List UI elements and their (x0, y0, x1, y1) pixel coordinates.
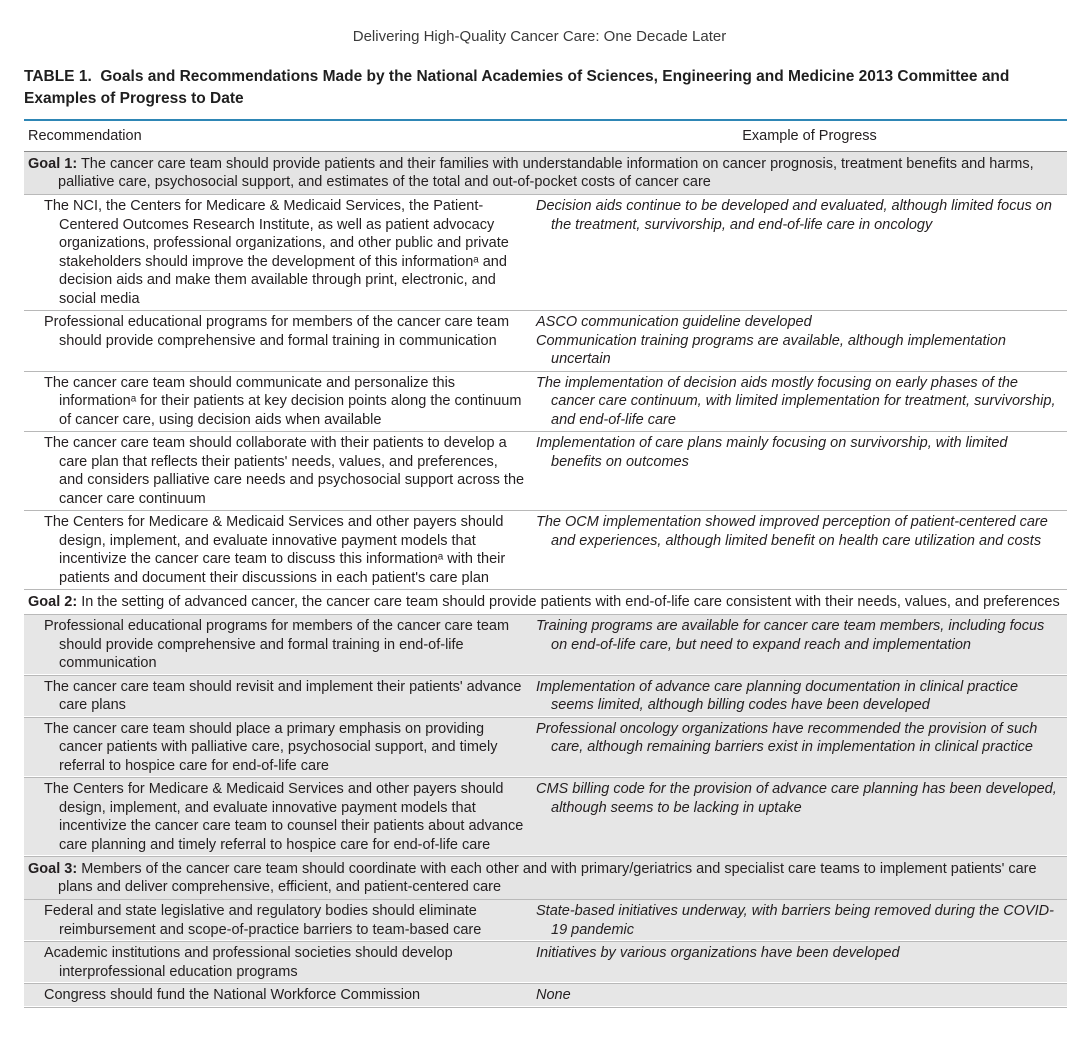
progress-cell: Implementation of care plans mainly focusing on survivorship, with limited benefits on outcomes (536, 435, 1008, 470)
recommendation-cell: The cancer care team should revisit and implement their patients' advance care plans (44, 678, 522, 713)
recommendation-cell: Federal and state legislative and regulatory bodies should eliminate reimbursement and scope-of-practice barriers to team-based care (44, 903, 482, 938)
recommendation-cell: The cancer care team should collaborate with their patients to develop a care plan that reflects their patients' needs, values, and preferences, and considers palliative care needs and psychosocial support across the cancer care continuum (44, 435, 525, 507)
goal-text: Members of the cancer care team should coordinate with each other and with primary/geriatrics and specialist care teams to implement patients' care plans and deliver comprehensive, efficient, and patient-centered care (58, 861, 1037, 895)
table-row (24, 615, 1067, 675)
recommendation-cell: Professional educational programs for members of the cancer care team should provide comprehensive and formal training in communication (44, 314, 510, 349)
table-row (24, 984, 1067, 1007)
progress-cell: None (536, 987, 571, 1003)
progress-cell: Decision aids continue to be developed and evaluated, although limited focus on the treatment, survivorship, and end-of-life care in oncology (536, 198, 1052, 233)
table-row (24, 195, 1067, 310)
table-row (24, 900, 1067, 941)
table-row (24, 432, 1067, 510)
recommendation-cell: The NCI, the Centers for Medicare & Medicaid Services, the Patient-Centered Outcomes Research Institute, as well as patient advocacy organizations, professional organizations, and other public and private stakeholders should improve the development of this informationᵃ and decision aids and make them available through print, electronic, and social media (44, 198, 509, 307)
progress-cell: Implementation of advance care planning documentation in clinical practice seems limited, although billing codes have been developed (536, 678, 1019, 713)
goal-row (24, 590, 1067, 615)
progress-cell: Professional oncology organizations have recommended the provision of such care, although remaining barriers exist in implementation in clinical practice (536, 720, 1038, 755)
progress-cell: ASCO communication guideline developed (536, 314, 812, 330)
table-row (24, 311, 1067, 371)
goal-label: Goal 2: (28, 594, 78, 610)
progress-cell: Initiatives by various organizations have been developed (536, 945, 900, 961)
progress-cell: Communication training programs are available, although implementation uncertain (536, 332, 1006, 367)
recommendations-table (24, 119, 1067, 1008)
table-header (24, 121, 1067, 152)
running-head: Delivering High-Quality Cancer Care: One Decade Later (352, 28, 727, 45)
table-row (24, 372, 1067, 432)
table-row (24, 718, 1067, 778)
recommendation-cell: The cancer care team should communicate and personalize this informationᵃ for their patients at key decision points along the continuum of cancer care, using decision aids when available (44, 374, 522, 428)
recommendation-cell: Professional educational programs for members of the cancer care team should provide comprehensive and formal training in end-of-life communication (44, 618, 510, 671)
goal-label: Goal 3: (28, 861, 78, 877)
progress-cell: The implementation of decision aids mostly focusing on early phases of the cancer care continuum, with limited implementation for treatment, survivorship, and end-of-life care (536, 374, 1056, 428)
recommendation-cell: The cancer care team should place a primary emphasis on providing cancer patients with palliative care, psychosocial support, and timely referral to hospice care for end-of-life care (44, 720, 498, 774)
table-title: Goals and Recommendations Made by the National Academies of Sciences, Engineering and Medicine 2013 Committee and Examples of Progress to Date (24, 68, 1010, 107)
table-row (24, 778, 1067, 856)
table-caption (24, 66, 1069, 110)
recommendation-cell: The Centers for Medicare & Medicaid Services and other payers should design, implement, and evaluate innovative payment models that incentivize the cancer care team to discuss this informationᵃ with their patients and document their discussions in each patient's care plan (44, 514, 506, 586)
goal-row (24, 857, 1067, 900)
recommendation-cell: Congress should fund the National Workforce Commission (44, 987, 421, 1003)
table-row (24, 511, 1067, 589)
progress-cell: State-based initiatives underway, with barriers being removed during the COVID-19 pandemic (536, 903, 1054, 938)
table-row (24, 676, 1067, 717)
recommendation-cell: The Centers for Medicare & Medicaid Services and other payers should design, implement, and evaluate innovative payment models that incentivize the cancer care team to counsel their patients about advance care planning and timely referral to hospice care for end-of-life care (44, 781, 524, 853)
goal-text: The cancer care team should provide patients and their families with understandable information on cancer prognosis, treatment benefits and harms, palliative care, psychosocial support, and estimates of the total and out-of-pocket costs of cancer care (58, 156, 1034, 190)
progress-cell: CMS billing code for the provision of advance care planning has been developed, although seems to be lacking in uptake (536, 781, 1057, 816)
progress-cell: The OCM implementation showed improved perception of patient-centered care and experiences, although limited benefit on health care utilization and costs (536, 514, 1048, 549)
goal-text: In the setting of advanced cancer, the cancer care team should provide patients with end-of-life care consistent with their needs, values, and preferences (81, 594, 1060, 610)
goal-row (24, 152, 1067, 195)
column-header-progress: Example of Progress (742, 128, 877, 144)
column-header-recommendation: Recommendation (28, 128, 142, 144)
progress-cell: Training programs are available for cancer care team members, including focus on end-of-life care, but need to expand reach and implementation (536, 618, 1045, 653)
goal-label: Goal 1: (28, 156, 78, 172)
table-label: TABLE 1. (24, 68, 92, 85)
table-row (24, 942, 1067, 983)
recommendation-cell: Academic institutions and professional societies should develop interprofessional education programs (44, 945, 453, 980)
